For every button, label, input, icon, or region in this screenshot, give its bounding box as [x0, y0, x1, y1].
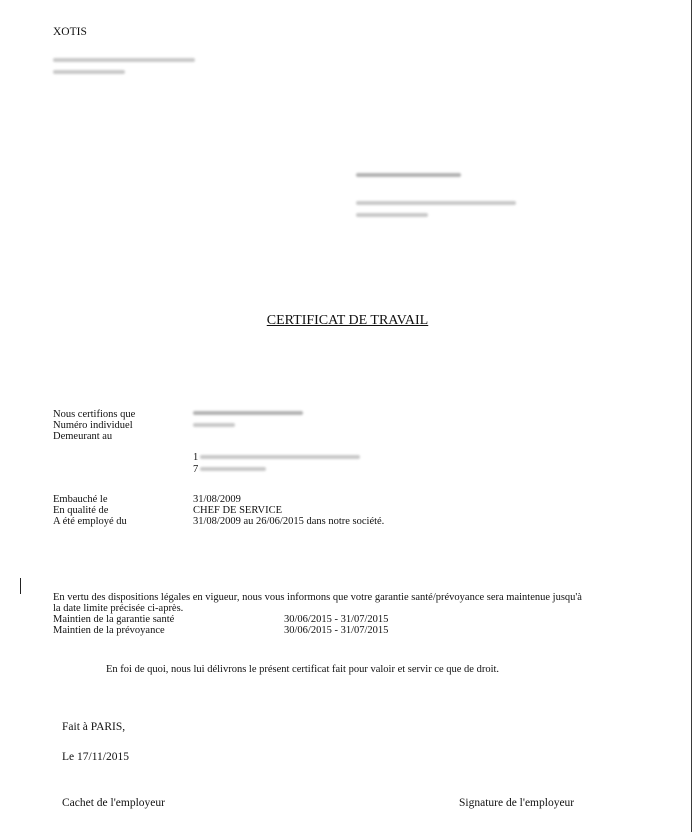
- redacted-recipient-name: [356, 173, 461, 177]
- label-demeurant-au: Demeurant au: [53, 431, 113, 442]
- redacted-employee-number: [193, 423, 235, 427]
- label-en-qualite-de: En qualité de: [53, 505, 109, 516]
- value-employe-du: 31/08/2009 au 26/06/2015 dans notre société.: [193, 516, 385, 527]
- redacted-employee-address-line2: [200, 467, 266, 471]
- value-garantie-sante: 30/06/2015 - 31/07/2015: [284, 614, 389, 625]
- redacted-employee-address-line1: [200, 455, 360, 459]
- label-numero-individuel: Numéro individuel: [53, 420, 133, 431]
- signature-label: Signature de l'employeur: [459, 797, 575, 809]
- value-prevoyance: 30/06/2015 - 31/07/2015: [284, 625, 389, 636]
- value-en-qualite-de: CHEF DE SERVICE: [193, 505, 282, 516]
- label-embauche-le: Embauché le: [53, 494, 108, 505]
- redacted-employee-name: [193, 411, 303, 415]
- text-cursor: [20, 578, 21, 594]
- date-line: Le 17/11/2015: [62, 751, 129, 763]
- redacted-recipient-address-line1: [356, 201, 516, 205]
- stamp-label: Cachet de l'employeur: [62, 797, 165, 809]
- label-prevoyance: Maintien de la prévoyance: [53, 625, 165, 636]
- label-garantie-sante: Maintien de la garantie santé: [53, 614, 175, 625]
- value-embauche-le: 31/08/2009: [193, 494, 241, 505]
- document-title: CERTIFICAT DE TRAVAIL: [266, 313, 429, 328]
- page-right-edge: [691, 0, 692, 832]
- label-employe-du: A été employé du: [53, 516, 127, 527]
- guarantee-intro-line1: En vertu des dispositions légales en vigueur, nous vous informons que votre garantie santé/prévoyance sera maintenue jusqu'à: [53, 592, 582, 603]
- redacted-employer-address-line1: [53, 58, 195, 62]
- place-line: Fait à PARIS,: [62, 721, 126, 733]
- company-name: XOTIS: [53, 26, 87, 38]
- redacted-recipient-address-line2: [356, 213, 428, 217]
- guarantee-intro-line2: la date limite précisée ci-après.: [53, 603, 184, 614]
- closing-statement: En foi de quoi, nous lui délivrons le présent certificat fait pour valoir et servir ce que de droit.: [106, 664, 500, 675]
- redacted-employer-address-line2: [53, 70, 125, 74]
- label-nous-certifions: Nous certifions que: [53, 409, 136, 420]
- address-line2-prefix: 7: [193, 464, 199, 475]
- address-line1-prefix: 1: [193, 452, 199, 463]
